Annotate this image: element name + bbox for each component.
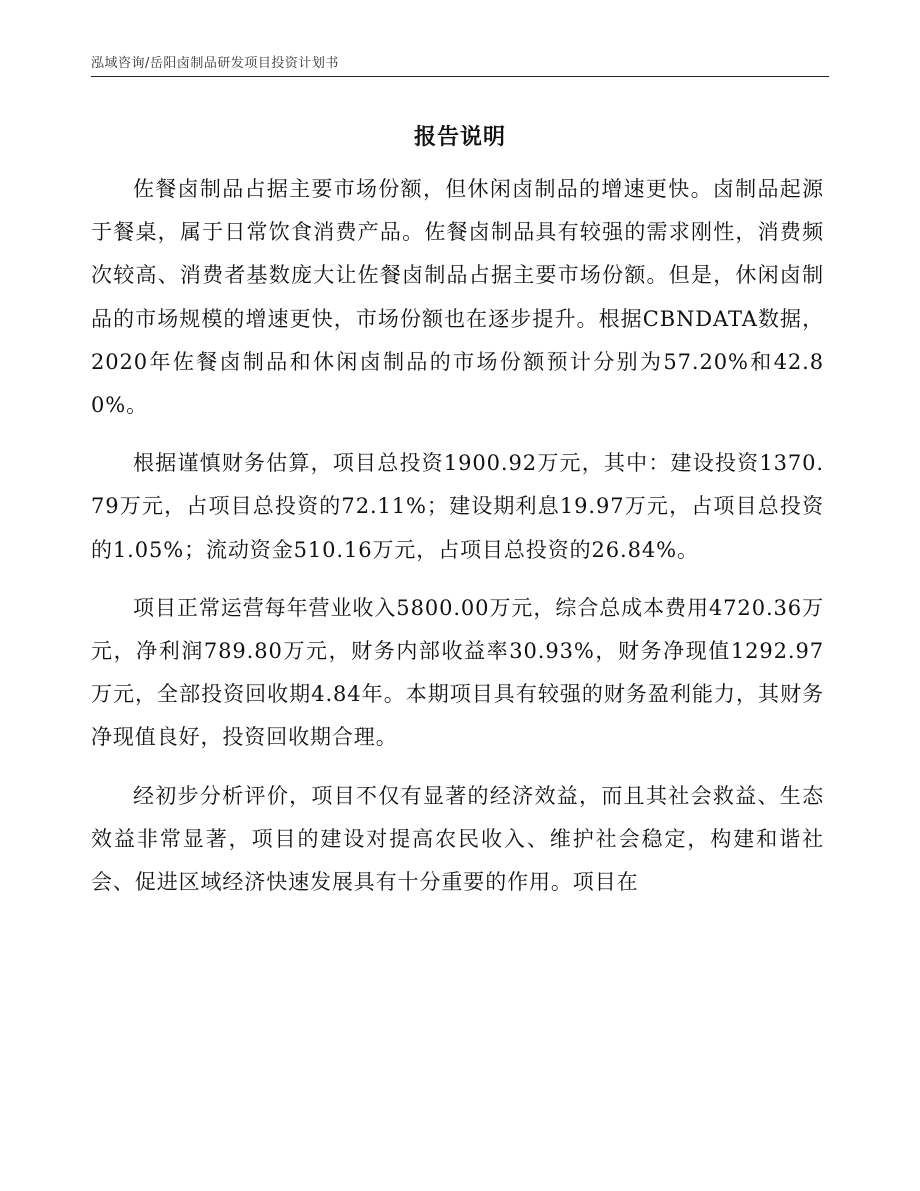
paragraph-investment: 根据谨慎财务估算，项目总投资1900.92万元，其中：建设投资1370.79万元，占项目总投资的72.11%；建设期利息19.97万元，占项目总投资的1.05%；流动资金510.16万元，占项目总投资的26.84%。: [91, 451, 824, 562]
document-body: [91, 168, 824, 919]
header-divider: [91, 76, 829, 77]
paragraph-market-share: 佐餐卤制品占据主要市场份额，但休闲卤制品的增速更快。卤制品起源于餐桌，属于日常饮食消费产品。佐餐卤制品具有较强的需求刚性，消费频次较高、消费者基数庞大让佐餐卤制品占据主要市场份额。但是，休闲卤制品的市场规模的增速更快，市场份额也在逐步提升。根据CBNDATA数据，2020年佐餐卤制品和休闲卤制品的市场份额预计分别为57.20%和42.80%。: [91, 177, 824, 418]
paragraph-evaluation: 经初步分析评价，项目不仅有显著的经济效益，而且其社会救益、生态效益非常显著，项目的建设对提高农民收入、维护社会稳定，构建和谐社会、促进区域经济快速发展具有十分重要的作用。项目在: [91, 783, 824, 895]
section-title: 报告说明: [413, 125, 506, 150]
paragraph-financials: 项目正常运营每年营业收入5800.00万元，综合总成本费用4720.36万元，净利润789.80万元，财务内部收益率30.93%，财务净现值1292.97万元，全部投资回收期4.84年。本期项目具有较强的财务盈利能力，其财务净现值良好，投资回收期合理。: [91, 595, 824, 750]
page-header: 泓域咨询/岳阳卤制品研发项目投资计划书: [91, 56, 339, 71]
